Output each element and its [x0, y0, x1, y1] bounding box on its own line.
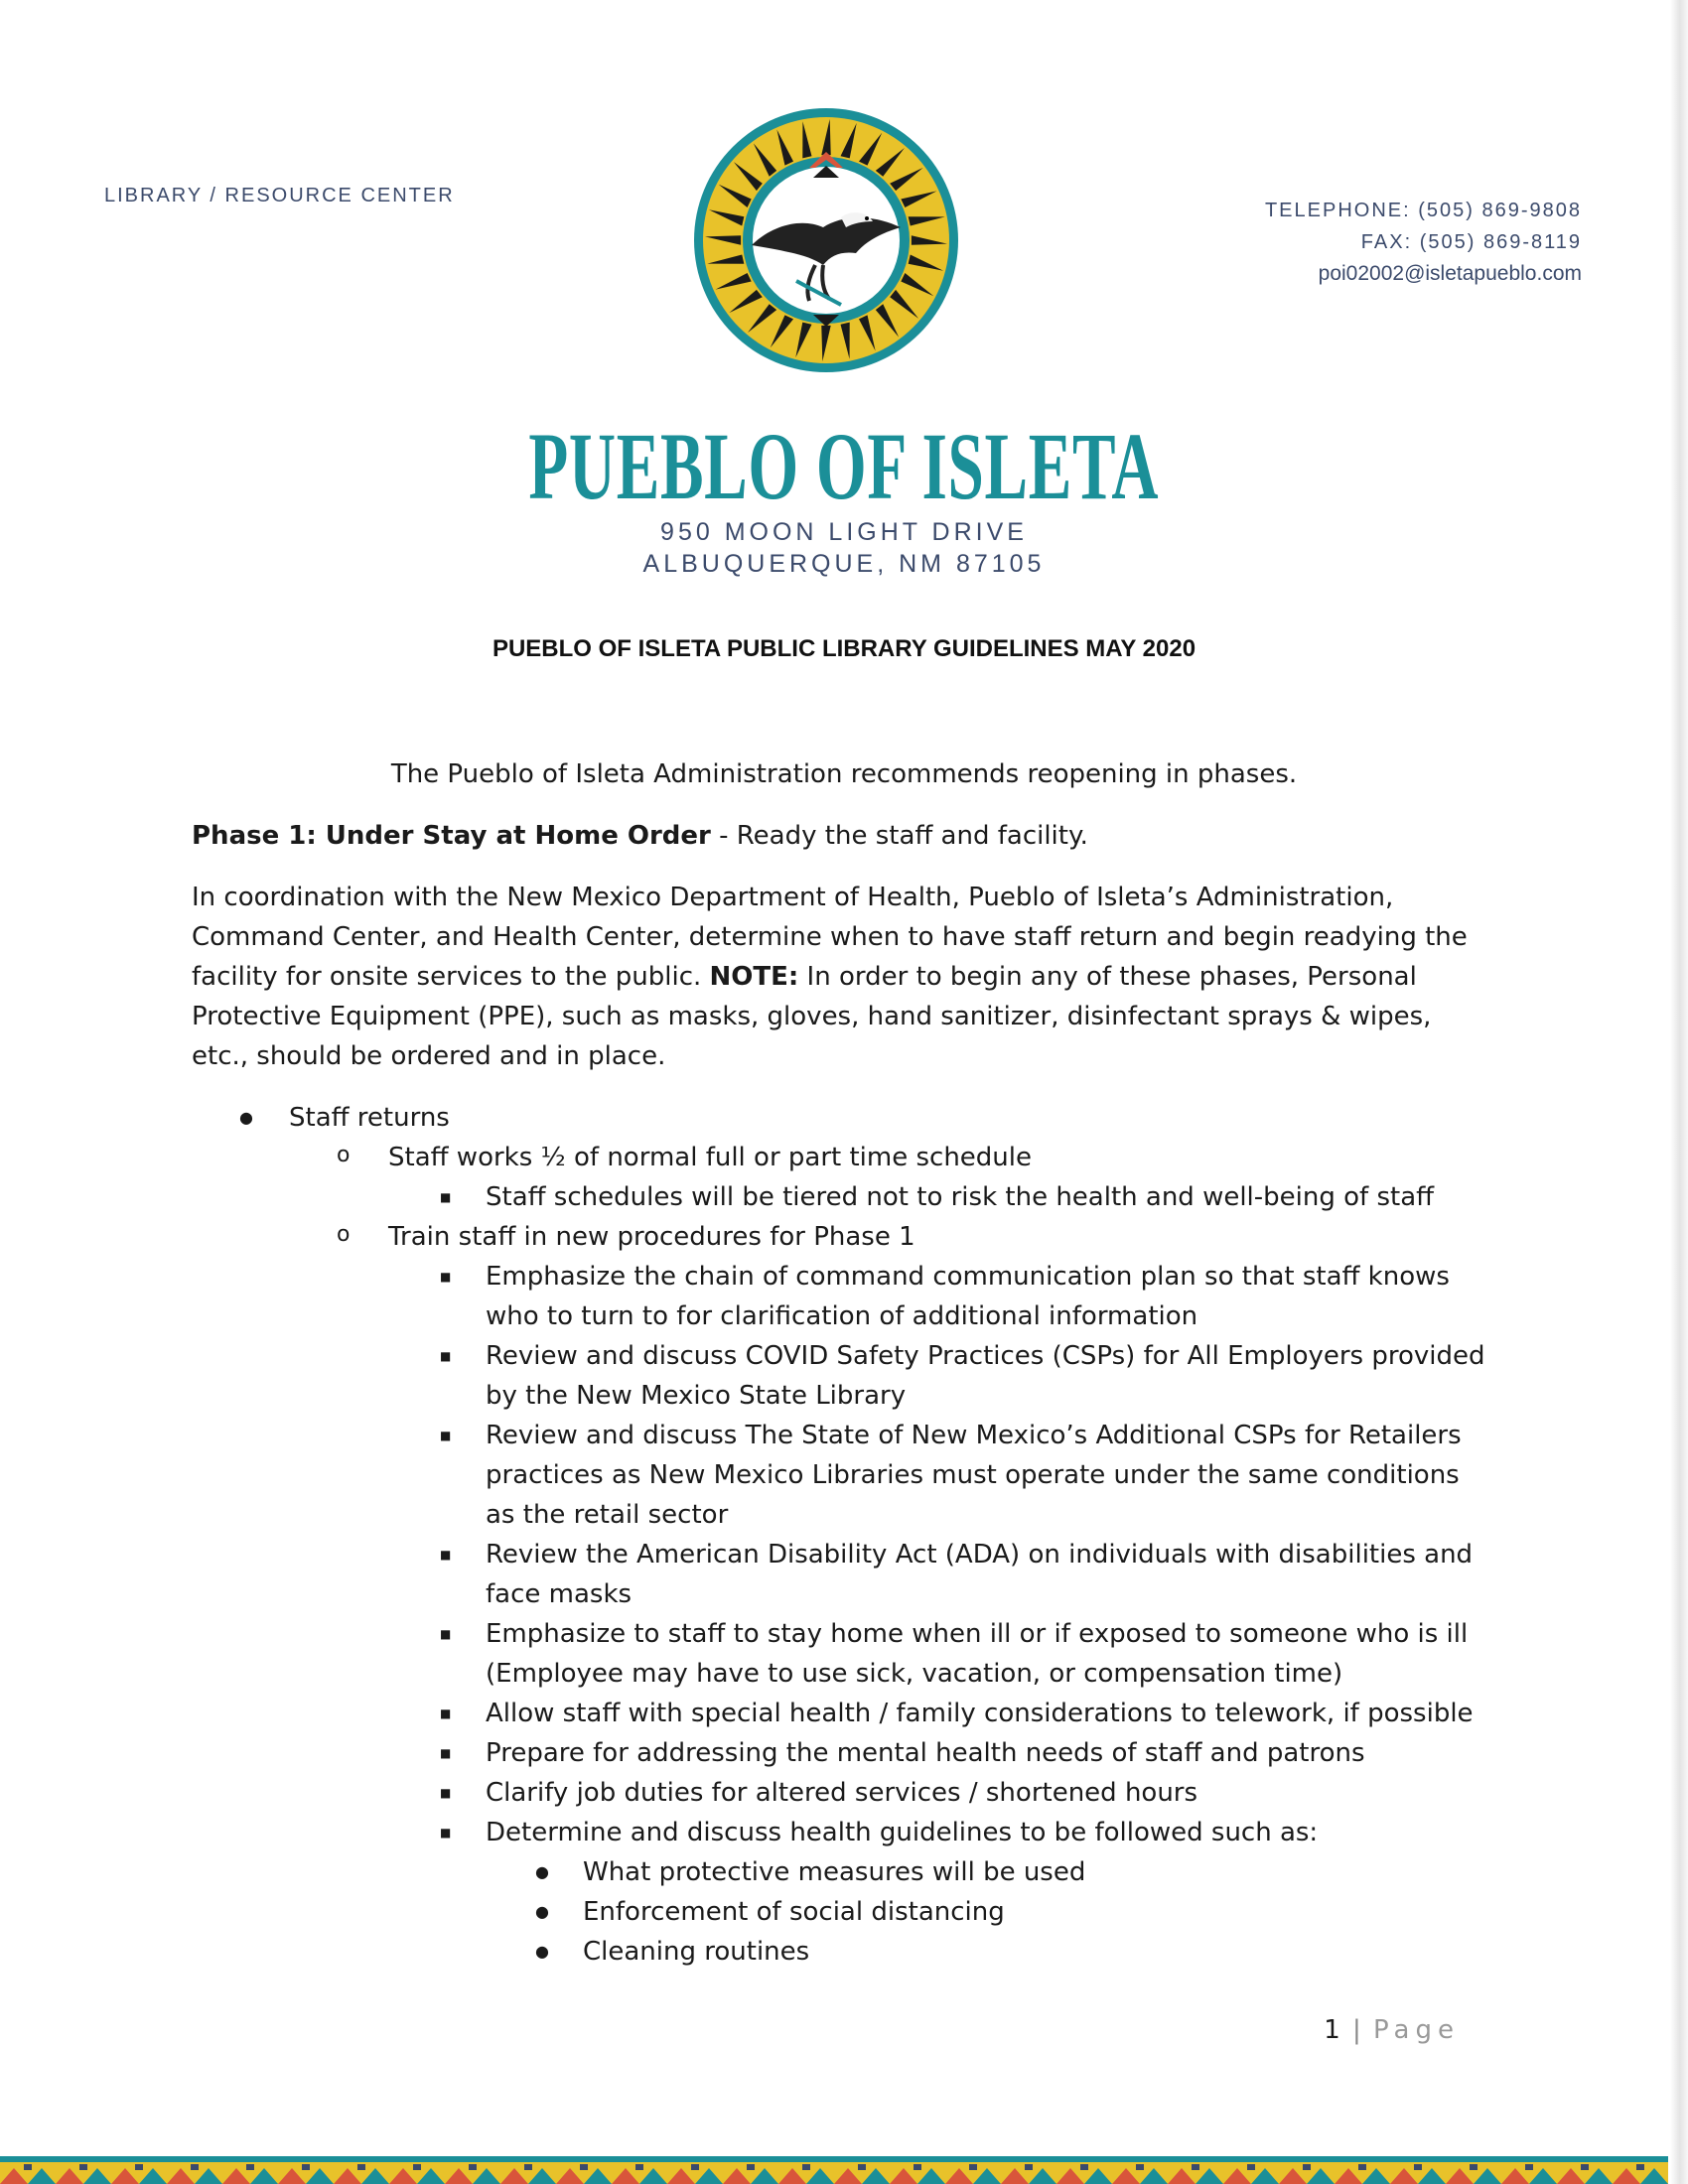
phase-heading — [192, 816, 1492, 856]
phase-description: - Ready the staff and facility. — [710, 821, 1088, 851]
list-item: ■ Emphasize to staff to stay home when ill or if exposed to someone who is ill (Employee may have to use sick, vacation, or compensation time) — [388, 1614, 1492, 1694]
list-item: ■ Allow staff with special health / family considerations to telework, if possible — [388, 1694, 1492, 1733]
list-item-label: Train staff in new procedures for Phase 1 — [388, 1222, 915, 1252]
page-separator: | — [1352, 2015, 1361, 2045]
list-item-label: Staff returns — [289, 1103, 450, 1133]
paragraph-text-1: In coordination with the New Mexico Department of Health, Pueblo of Isleta’s Administration, Command Center, and Health Center, determine when to have staff return and begin readying the facility for onsite services to the public. — [192, 883, 1468, 992]
health-guidelines-list — [486, 1852, 1492, 1972]
phase-title: Phase 1: Under Stay at Home Order — [192, 821, 711, 851]
list-item: ■ Review and discuss The State of New Mexico’s Additional CSPs for Retailers practices as New Mexico Libraries must operate under the same conditions as the retail sector — [388, 1416, 1492, 1535]
sub-list — [289, 1138, 1492, 1972]
page-number: 1 — [1324, 2015, 1340, 2045]
list-item — [388, 1813, 1492, 1972]
list-item-label: Staff works ½ of normal full or part time schedule — [388, 1143, 1033, 1172]
bullet-list — [192, 1098, 1492, 1972]
pueblo-seal-eagle-icon — [692, 106, 960, 374]
sub-sub-list — [388, 1177, 1492, 1217]
page-label: Page — [1373, 2015, 1460, 2045]
list-item: ■ Review the American Disability Act (ADA) on individuals with disabilities and face masks — [388, 1535, 1492, 1614]
list-item: ● Cleaning routines — [486, 1932, 1492, 1972]
coordination-paragraph — [192, 878, 1492, 1076]
masthead — [0, 413, 1688, 580]
page-footer — [1324, 2015, 1460, 2045]
document-title: PUEBLO OF ISLETA PUBLIC LIBRARY GUIDELINES MAY 2020 — [492, 635, 1196, 662]
email-address: poi02002@isletapueblo.com — [1318, 262, 1582, 285]
telephone-line: TELEPHONE: (505) 869-9808 — [1264, 200, 1582, 221]
list-item — [192, 1098, 1492, 1972]
page-edge-shadow — [1670, 0, 1688, 2184]
document-body — [192, 754, 1492, 1972]
list-item: ■ Clarify job duties for altered services / shortened hours — [388, 1773, 1492, 1813]
fax-line: FAX: (505) 869-8119 — [1360, 231, 1582, 253]
list-item — [289, 1217, 1492, 1972]
intro-paragraph: The Pueblo of Isleta Administration recommends reopening in phases. — [390, 759, 1298, 789]
list-item: ■ Prepare for addressing the mental health needs of staff and patrons — [388, 1733, 1492, 1773]
list-item: ● What protective measures will be used — [486, 1852, 1492, 1892]
list-item — [289, 1138, 1492, 1217]
list-item: ● Enforcement of social distancing — [486, 1892, 1492, 1932]
list-item: ■ Review and discuss COVID Safety Practices (CSPs) for All Employers provided by the New Mexico State Library — [388, 1336, 1492, 1416]
paragraph-text-2: In order to begin any of these phases, Personal Protective Equipment (PPE), such as masks, gloves, hand sanitizer, disinfectant sprays & wipes, etc., should be ordered and in place. — [192, 962, 1432, 1071]
department-label: LIBRARY / RESOURCE CENTER — [104, 185, 455, 206]
contact-block — [1265, 195, 1582, 290]
note-label: NOTE: — [709, 962, 799, 992]
training-list — [388, 1257, 1492, 1972]
list-item: ■ Emphasize the chain of command communication plan so that staff knows who to turn to for clarification of additional information — [388, 1257, 1492, 1336]
list-item: ■ Staff schedules will be tiered not to risk the health and well-being of staff — [388, 1177, 1492, 1217]
address-line-1: 950 MOON LIGHT DRIVE — [660, 518, 1028, 546]
organization-name: PUEBLO OF ISLETA — [528, 413, 1160, 519]
decorative-border — [0, 2156, 1668, 2184]
address-line-2: ALBUQUERQUE, NM 87105 — [642, 550, 1046, 578]
list-item-label: Determine and discuss health guidelines to be followed such as: — [486, 1818, 1319, 1847]
